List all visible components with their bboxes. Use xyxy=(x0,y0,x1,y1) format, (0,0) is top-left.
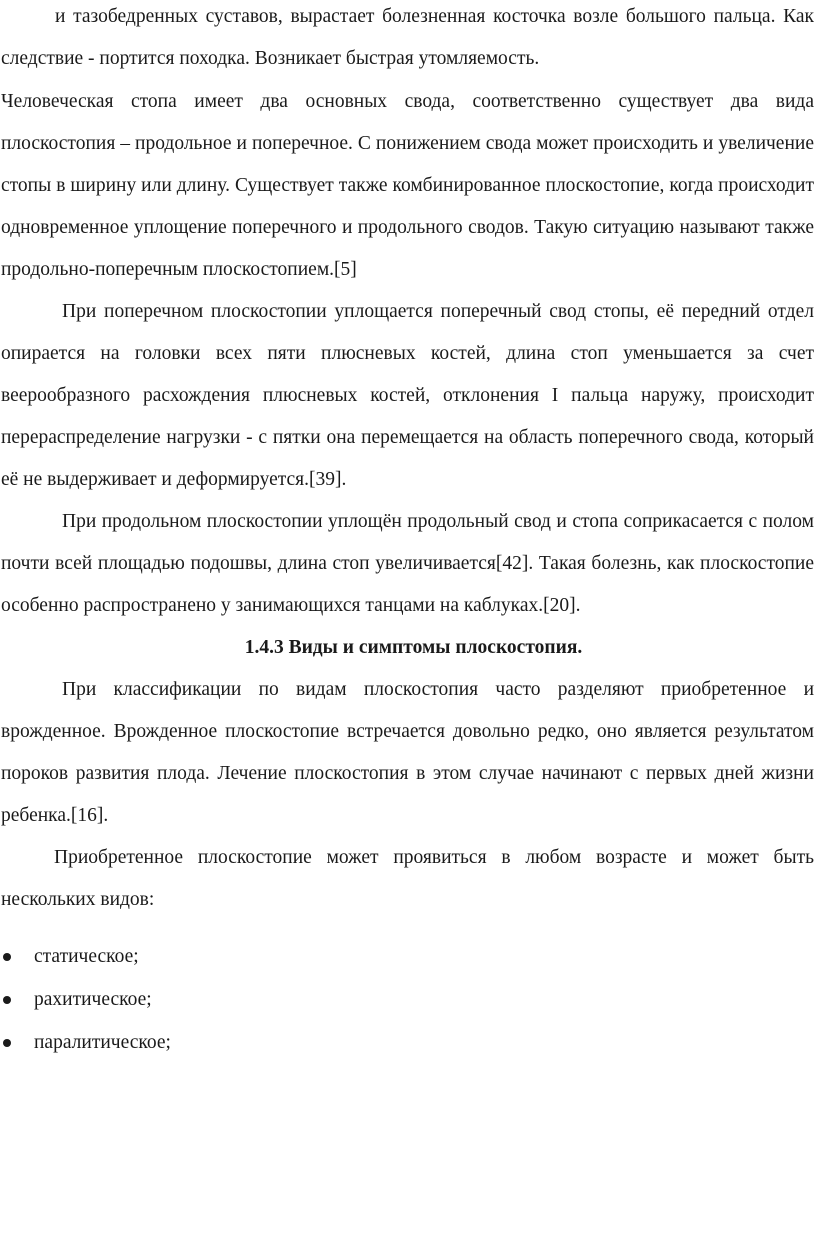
bullet-icon xyxy=(3,996,11,1004)
list-item-label: рахитическое; xyxy=(34,989,152,1010)
paragraph-longitudinal-flatfoot: При продольном плоскостопии уплощён продольный свод и стопа соприкасается с полом почти всей площадью подошвы, длина стоп увеличивается[42]. Такая болезнь, как плоскостопие особенно распространено у занимающихся танцами на каблуках.[20]. xyxy=(1,511,814,616)
list-item xyxy=(1,935,814,978)
paragraph-acquired-types: Приобретенное плоскостопие может проявиться в любом возрасте и может быть нескольких видов: xyxy=(1,847,814,910)
types-list xyxy=(1,935,814,1064)
paragraph-classification: При классификации по видам плоскостопия часто разделяют приобретенное и врожденное. Врожденное плоскостопие встречается довольно редко, оно является результатом пороков развития плода. Лечение плоскостопия в этом случае начинают с первых дней жизни ребенка.[16]. xyxy=(1,679,814,826)
bullet-icon xyxy=(3,1039,11,1047)
list-item-label: статическое; xyxy=(34,946,139,967)
paragraph-transverse-flatfoot: При поперечном плоскостопии уплощается поперечный свод стопы, её передний отдел опирается на головки всех пяти плюсневых костей, длина стоп уменьшается за счет веерообразного расхождения плюсневых костей, отклонения I пальца наружу, происходит перераспределение нагрузки - с пятки она перемещается на область поперечного свода, который её не выдерживает и деформируется.[39]. xyxy=(1,301,814,490)
section-heading: 1.4.3 Виды и симптомы плоскостопия. xyxy=(244,637,583,658)
bullet-icon xyxy=(3,953,11,961)
list-item xyxy=(1,1021,814,1064)
paragraph-joint-symptoms: и тазобедренных суставов, вырастает болезненная косточка возле большого пальца. Как следствие - портится походка. Возникает быстрая утомляемость. xyxy=(1,6,814,69)
paragraph-foot-arches: Человеческая стопа имеет два основных свода, соответственно существует два вида плоскостопия – продольное и поперечное. С понижением свода может происходить и увеличение стопы в ширину или длину. Существует также комбинированное плоскостопие, когда происходит одновременное уплощение поперечного и продольного сводов. Такую ситуацию называют также продольно-поперечным плоскостопием.[5] xyxy=(1,91,814,280)
list-item xyxy=(1,978,814,1021)
list-item-label: паралитическое; xyxy=(34,1032,171,1053)
